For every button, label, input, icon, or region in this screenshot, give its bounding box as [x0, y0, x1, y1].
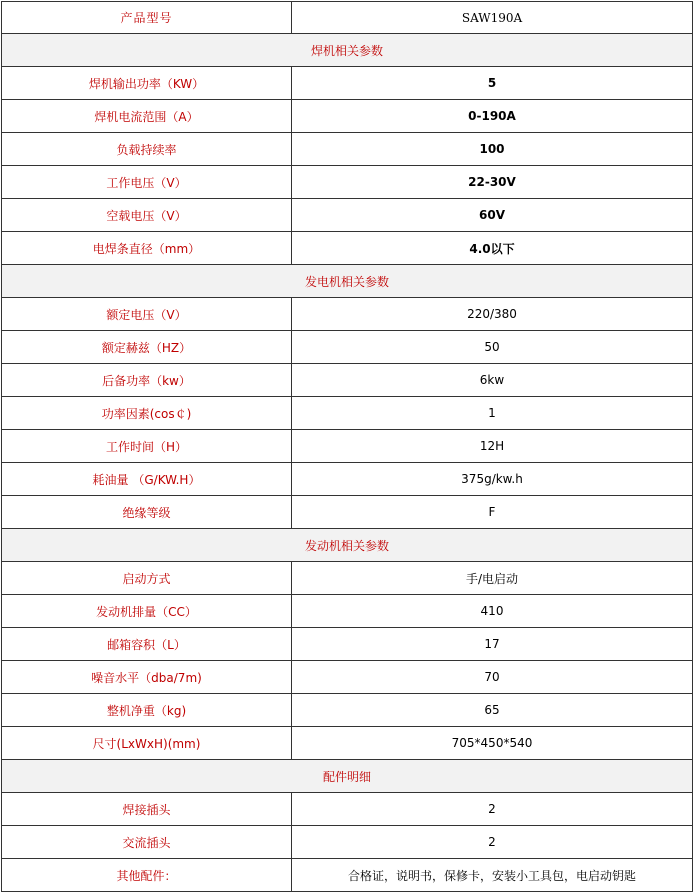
spec-row: [2, 166, 693, 199]
spec-row: [2, 859, 693, 892]
section-title: 发动机相关参数: [2, 529, 693, 562]
spec-label: 功率因素(cos￠): [2, 397, 292, 430]
spec-value: 6kw: [292, 364, 693, 397]
spec-row: [2, 67, 693, 100]
spec-value: 60V: [292, 199, 693, 232]
spec-row: [2, 562, 693, 595]
spec-row: [2, 199, 693, 232]
spec-value: 合格证，说明书，保修卡，安装小工具包，电启动钥匙: [292, 859, 693, 892]
spec-value: 1: [292, 397, 693, 430]
spec-row: [2, 232, 693, 265]
spec-value: 手/电启动: [292, 562, 693, 595]
spec-label: 整机净重（kg): [2, 694, 292, 727]
spec-row: [2, 595, 693, 628]
section-title: 配件明细: [2, 760, 693, 793]
spec-label: 绝缘等级: [2, 496, 292, 529]
spec-label: 启动方式: [2, 562, 292, 595]
spec-label: 焊机输出功率（KW）: [2, 67, 292, 100]
section-header-welder: [2, 34, 693, 67]
spec-label: 焊接插头: [2, 793, 292, 826]
spec-value: 375g/kw.h: [292, 463, 693, 496]
model-label: 产品型号: [2, 2, 292, 34]
spec-row: [2, 793, 693, 826]
spec-row: [2, 364, 693, 397]
spec-label: 额定电压（V）: [2, 298, 292, 331]
spec-value: 410: [292, 595, 693, 628]
spec-value: 4.0以下: [292, 232, 693, 265]
spec-label: 工作时间（H）: [2, 430, 292, 463]
spec-label: 焊机电流范围（A）: [2, 100, 292, 133]
spec-label: 负载持续率: [2, 133, 292, 166]
spec-value: 2: [292, 793, 693, 826]
spec-row: [2, 496, 693, 529]
spec-value: 100: [292, 133, 693, 166]
spec-row: [2, 826, 693, 859]
spec-label: 发动机排量（CC）: [2, 595, 292, 628]
spec-value: 17: [292, 628, 693, 661]
spec-label: 额定赫兹（HZ）: [2, 331, 292, 364]
spec-label: 噪音水平（dba/7m): [2, 661, 292, 694]
spec-value: F: [292, 496, 693, 529]
spec-label: 交流插头: [2, 826, 292, 859]
spec-value: 50: [292, 331, 693, 364]
spec-value: 65: [292, 694, 693, 727]
spec-value: 0-190A: [292, 100, 693, 133]
spec-value: 220/380: [292, 298, 693, 331]
spec-value: 5: [292, 67, 693, 100]
spec-row: [2, 463, 693, 496]
spec-label: 邮箱容积（L）: [2, 628, 292, 661]
spec-label: 其他配件：: [2, 859, 292, 892]
spec-value: 2: [292, 826, 693, 859]
spec-row: [2, 694, 693, 727]
spec-label: 尺寸(LxWxH)(mm): [2, 727, 292, 760]
section-title: 发电机相关参数: [2, 265, 693, 298]
model-value: SAW190A: [292, 2, 693, 34]
spec-row: [2, 397, 693, 430]
spec-row: [2, 727, 693, 760]
spec-row: [2, 661, 693, 694]
spec-row: [2, 298, 693, 331]
spec-label: 耗油量 （G/KW.H）: [2, 463, 292, 496]
spec-row: [2, 133, 693, 166]
section-header-accessories: [2, 760, 693, 793]
spec-value: 705*450*540: [292, 727, 693, 760]
spec-label: 工作电压（V）: [2, 166, 292, 199]
spec-label: 空载电压（V）: [2, 199, 292, 232]
spec-table: [1, 1, 693, 892]
spec-value: 22-30V: [292, 166, 693, 199]
spec-value: 70: [292, 661, 693, 694]
section-title: 焊机相关参数: [2, 34, 693, 67]
spec-row: [2, 331, 693, 364]
section-header-engine: [2, 529, 693, 562]
spec-label: 电焊条直径（mm）: [2, 232, 292, 265]
spec-row: [2, 100, 693, 133]
spec-label: 后备功率（kw）: [2, 364, 292, 397]
section-header-generator: [2, 265, 693, 298]
model-row: [2, 2, 693, 34]
spec-row: [2, 430, 693, 463]
spec-row: [2, 628, 693, 661]
spec-value: 12H: [292, 430, 693, 463]
